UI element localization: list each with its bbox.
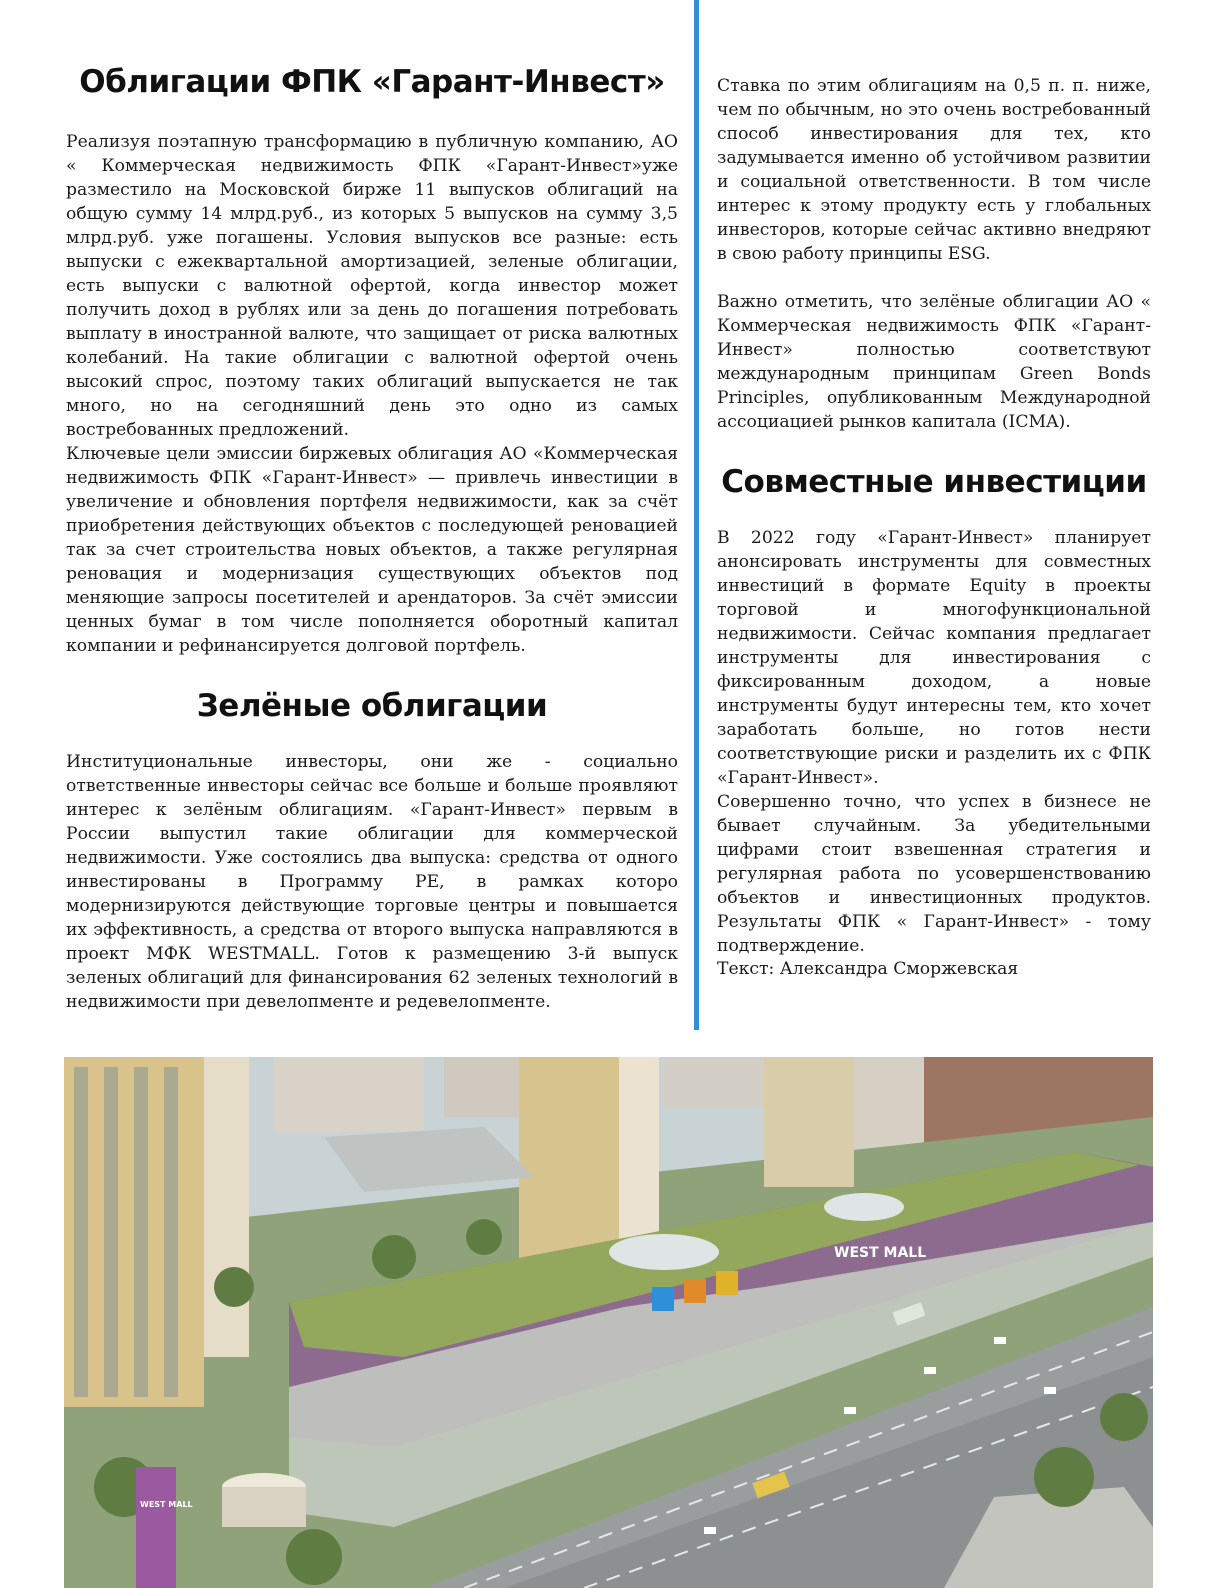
paragraph-goals: Ключевые цели эмиссии биржевых облигация АО «Коммерческая недвижимость ФПК «Гарант-Инвест» — привлечь инвестиции в увеличение и обновления портфеля недвижимости, как за счёт приобретения действующих объектов с последующей реновацией так за счет строительства новых объектов, а также регулярная реновация и модернизация существующих объектов под меняющие запросы посетителей и арендаторов. За счёт эмиссии ценных бумаг в том числе пополняется оборотный капитал компании и рефинансируется долговой портфель.: [66, 444, 678, 656]
westmall-rendering: [64, 1057, 1153, 1588]
paragraph-principles: Важно отметить, что зелёные облигации АО « Коммерческая недвижимость ФПК «Гарант-Инвест» полностью соответствуют международным принципам Green Bonds Principles, опубликованным Международной ассоциацией рынков капитала (ICMA).: [717, 292, 1151, 432]
heading-green-bonds: Зелёные облигации: [196, 688, 548, 724]
paragraph-green-bonds: Институциональные инвесторы, они же - социально ответственные инвесторы сейчас все больше и больше проявляют интерес к зелёным облигациям. «Гарант-Инвест» первым в России выпустил такие облигации для коммерческой недвижимости. Уже состоялись два выпуска: средства от одного инвестированы в Программу РЕ, в рамках которо модернизируются действующие торговые центры и повышается их эффективность, а средства от второго выпуска направляются в проект МФК WESTMALL. Готов к размещению 3-й выпуск зеленых облигаций для финансирования 62 зеленых технологий в недвижимости при девелопменте и редевелопменте.: [66, 752, 678, 1012]
paragraph-joint-investments: В 2022 году «Гарант-Инвест» планирует анонсировать инструменты для совместных инвестиций в формате Equity в проекты торговой и многофункциональной недвижимости. Сейчас компания предлагает инструменты для инвестирования с фиксированным доходом, а новые инструменты будут интересны тем, кто хочет заработать больше, но готов нести соответствующие риски и разделить их с ФПК «Гарант-Инвест».: [717, 528, 1151, 788]
paragraph-conclusion: Совершенно точно, что успех в бизнесе не бывает случайным. За убедительными цифрами стоит взвешенная стратегия и регулярная работа по усовершенствованию объектов и инвестиционных продуктов. Результаты ФПК « Гарант-Инвест» - тому подтверждение.: [717, 792, 1151, 956]
column-divider: [694, 0, 699, 1030]
article-title: Облигации ФПК «Гарант-Инвест»: [79, 64, 665, 100]
paragraph-rate: Ставка по этим облигациям на 0,5 п. п. ниже, чем по обычным, но это очень востребованный способ инвестирования для тех, кто задумывается именно об устойчивом развитии и социальной ответственности. В том числе интерес к этому продукту есть у глобальных инвесторов, которые сейчас активно внедряют в свою работу принципы ESG.: [717, 76, 1151, 264]
paragraph-intro: Реализуя поэтапную трансформацию в публичную компанию, АО « Коммерческая недвижимость ФПК «Гарант-Инвест»уже разместило на Московской бирже 11 выпусков облигаций на общую сумму 14 млрд.руб., из которых 5 выпусков на сумму 3,5 млрд.руб. уже погашены. Условия выпусков все разные: есть выпуски с ежеквартальной амортизацией, зеленые облигации, есть выпуски с валютной офертой, когда инвестор может получить доход в рублях или за день до погашения потребовать выплату в иностранной валюте, что защищает от риска валютных колебаний. На такие облигации с валютной офертой очень высокий спрос, поэтому таких облигаций выпускается не так много, но на сегодняшний день это одно из самых востребованных предложений.: [66, 132, 678, 440]
pylon-sign-text: WEST MALL: [140, 1500, 193, 1509]
author-credit: Текст: Александра Сморжевская: [717, 959, 1019, 979]
heading-joint-investments: Совместные инвестиции: [721, 464, 1147, 500]
facade-sign-text: WEST MALL: [834, 1245, 927, 1261]
